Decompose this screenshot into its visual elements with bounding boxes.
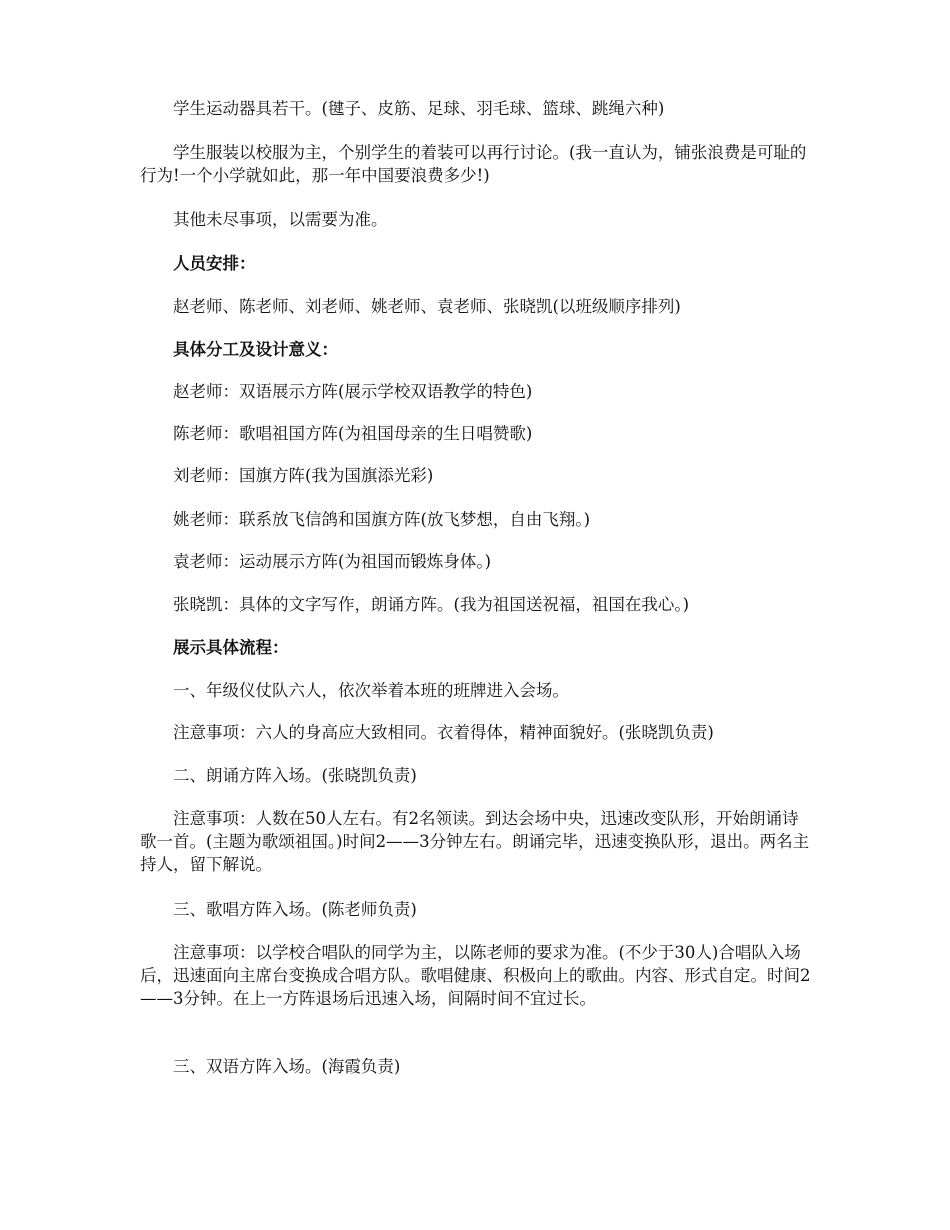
paragraph-uniforms: 学生服装以校服为主，个别学生的着装可以再行讨论。(我一直认为，铺张浪费是可耻的行为!一个小学就如此，那一年中国要浪费多少!) [140, 143, 807, 185]
paragraph-assignment-zhang: 张晓凯：具体的文字写作，朗诵方阵。(我为祖国送祝福，祖国在我心。) [140, 595, 690, 614]
paragraph-teacher-list: 赵老师、陈老师、刘老师、姚老师、袁老师、张晓凯(以班级顺序排列) [140, 297, 681, 316]
paragraph-sports-equipment: 学生运动器具若干。(毽子、皮筋、足球、羽毛球、篮球、跳绳六种) [140, 99, 665, 118]
paragraph-step-3: 三、歌唱方阵入场。(陈老师负责) [140, 900, 417, 919]
heading-process: 展示具体流程： [140, 638, 289, 657]
paragraph-step-3-notes: 注意事项：以学校合唱队的同学为主，以陈老师的要求为准。(不少于30人)合唱队入场后，迅速面向主席台变换成合唱方队。歌唱健康、积极向上的歌曲。内容、形式自定。时间2——3分钟。在上一方阵退场后迅速入场，间隔时间不宜过长。 [140, 943, 811, 1008]
paragraph-step-1-notes: 注意事项：六人的身高应大致相同。衣着得体，精神面貌好。(张晓凯负责) [140, 723, 714, 742]
paragraph-step-2-notes: 注意事项：人数在50人左右。有2名领读。到达会场中央，迅速改变队形，开始朗诵诗歌一首。(主题为歌颂祖国。)时间2——3分钟左右。朗诵完毕，迅速变换队形，退出。两名主持人，留下解说。 [140, 809, 810, 874]
heading-assignments: 具体分工及设计意义： [140, 340, 338, 359]
paragraph-assignment-liu: 刘老师：国旗方阵(我为国旗添光彩) [140, 466, 434, 485]
paragraph-assignment-chen: 陈老师：歌唱祖国方阵(为祖国母亲的生日唱赞歌) [140, 424, 533, 443]
paragraph-step-2: 二、朗诵方阵入场。(张晓凯负责) [140, 766, 417, 785]
paragraph-assignment-zhao: 赵老师：双语展示方阵(展示学校双语教学的特色) [140, 382, 533, 401]
paragraph-other-matters: 其他未尽事项，以需要为准。 [140, 210, 388, 229]
paragraph-step-1: 一、年级仪仗队六人，依次举着本班的班牌进入会场。 [140, 681, 569, 700]
paragraph-assignment-yao: 姚老师：联系放飞信鸽和国旗方阵(放飞梦想，自由飞翔。) [140, 510, 591, 529]
paragraph-step-4: 三、双语方阵入场。(海霞负责) [140, 1057, 401, 1076]
heading-staff: 人员安排： [140, 254, 256, 273]
paragraph-assignment-yuan: 袁老师：运动展示方阵(为祖国而锻炼身体。) [140, 552, 492, 571]
